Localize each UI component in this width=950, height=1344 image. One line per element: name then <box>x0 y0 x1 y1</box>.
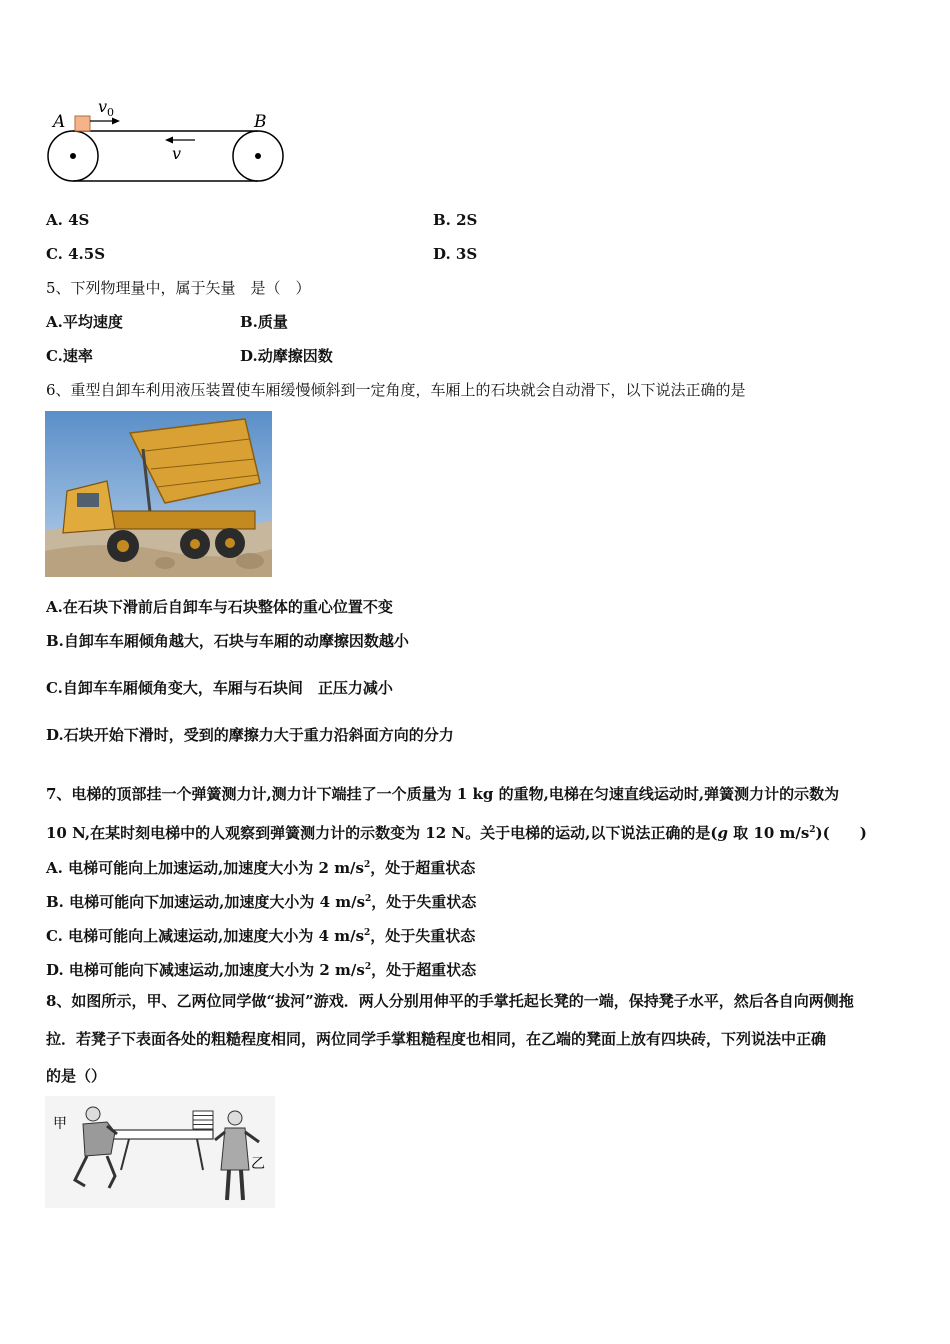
left-pulley-axle <box>70 153 76 159</box>
q5-option-b: B.质量 <box>240 313 288 331</box>
v-arrow-head <box>165 137 173 144</box>
q4-option-b: B. 2S <box>433 211 478 229</box>
dump-truck-photo <box>45 411 272 577</box>
label-v: v <box>172 144 182 163</box>
q7-option-d: D. 电梯可能向下减速运动,加速度大小为 2 $m/s^2$，处于超重状态 <box>46 961 477 979</box>
label-b: B <box>254 112 267 132</box>
q8-stem-line3: 的是（） <box>46 1067 107 1085</box>
q5-option-d: D.动摩擦因数 <box>240 347 333 365</box>
q7-option-a: A. 电梯可能向上加速运动,加速度大小为 2 $m/s^2$，处于超重状态 <box>46 859 476 877</box>
q6-option-c: C.自卸车车厢倾角变大，车厢与石块间 正压力减小 <box>46 679 393 697</box>
q7-stem-line2: 10 N,在某时刻电梯中的人观察到弹簧测力计的示数变为 12 N。关于电梯的运动,以下说法正确的是(g 取 10 $m/s^2$)( ) <box>46 824 867 842</box>
q7-option-b: B. 电梯可能向下加速运动,加速度大小为 4 $m/s^2$，处于失重状态 <box>46 893 477 911</box>
q7-option-c: C. 电梯可能向上减速运动,加速度大小为 4 $m/s^2$，处于失重状态 <box>46 927 476 945</box>
label-yi: 乙 <box>251 1156 265 1172</box>
q6-option-b: B.自卸车车厢倾角越大，石块与车厢的动摩擦因数越小 <box>46 632 409 650</box>
label-a: A <box>53 112 66 132</box>
label-jia: 甲 <box>53 1116 67 1132</box>
q8-stem-line2: 拉．若凳子下表面各处的粗糙程度相同，两位同学手掌粗糙程度也相同，在乙端的凳面上放有四块砖，下列说法中正确 <box>46 1030 827 1048</box>
q5-stem: 5、下列物理量中，属于矢量 是（ ） <box>46 279 311 297</box>
q6-option-d: D.石块开始下滑时，受到的摩擦力大于重力沿斜面方向的分力 <box>46 726 454 744</box>
conveyor-belt-figure <box>40 95 300 190</box>
tug-of-war-figure <box>45 1096 275 1208</box>
label-v0: $v_0$ <box>98 97 115 119</box>
q7-stem-line1: 7、电梯的顶部挂一个弹簧测力计,测力计下端挂了一个质量为 1 kg 的重物,电梯在匀速直线运动时,弹簧测力计的示数为 <box>46 785 840 803</box>
block <box>75 116 90 131</box>
right-pulley-axle <box>255 153 261 159</box>
q4-option-c: C. 4.5S <box>46 245 106 263</box>
q6-stem: 6、重型自卸车利用液压装置使车厢缓慢倾斜到一定角度，车厢上的石块就会自动滑下，以下说法正确的是 <box>46 381 746 399</box>
q5-option-c: C.速率 <box>46 347 93 365</box>
q4-option-d: D. 3S <box>433 245 478 263</box>
q4-option-a: A. 4S <box>46 211 90 229</box>
q8-stem-line1: 8、如图所示，甲、乙两位同学做“拔河”游戏．两人分别用伸平的手掌托起长凳的一端，保持凳子水平，然后各自向两侧拖 <box>46 992 854 1010</box>
q5-option-a: A.平均速度 <box>46 313 123 331</box>
q6-option-a: A.在石块下滑前后自卸车与石块整体的重心位置不变 <box>46 598 393 616</box>
